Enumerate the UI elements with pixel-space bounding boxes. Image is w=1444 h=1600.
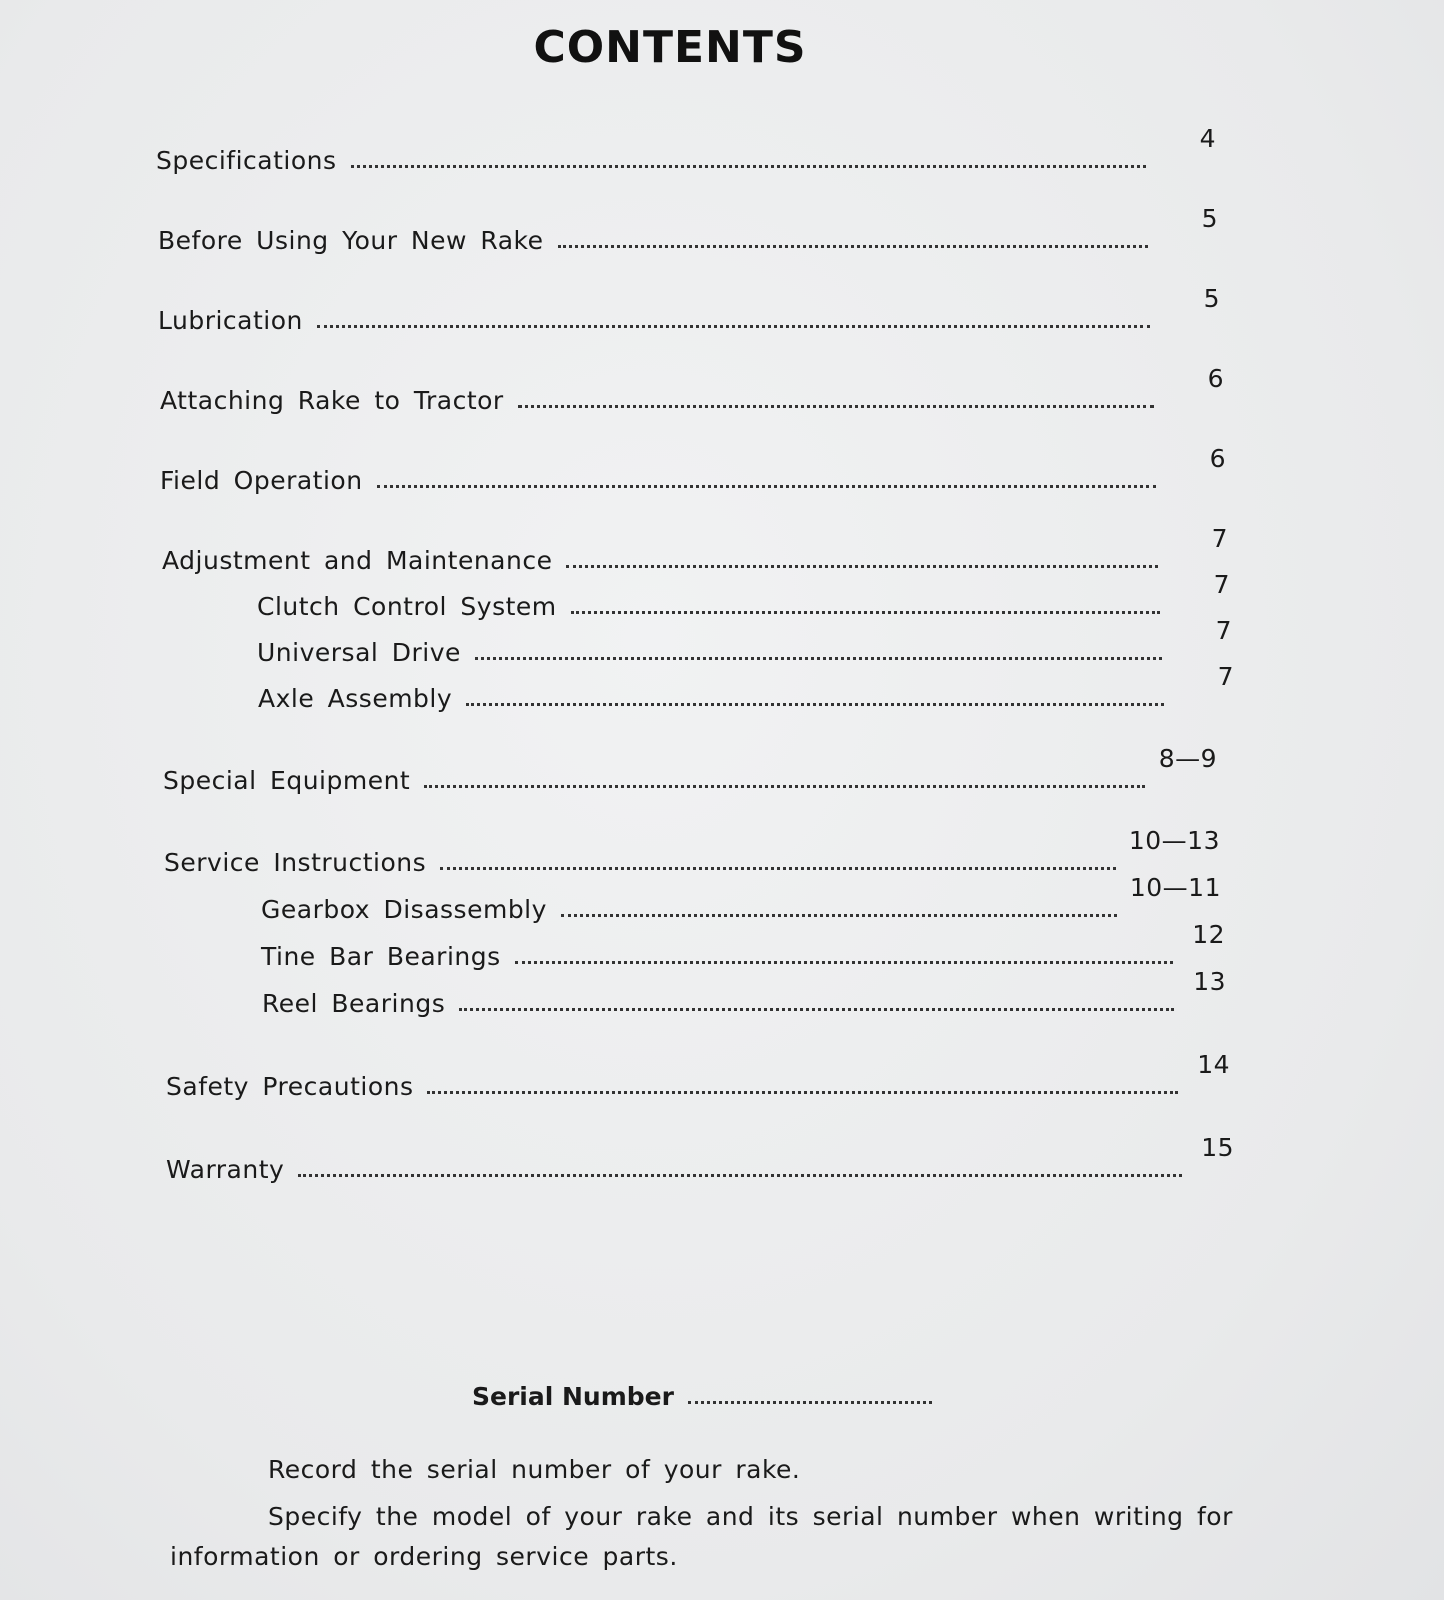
toc-entry-adjustment <box>162 524 1228 575</box>
dot-leader <box>561 914 1117 917</box>
toc-label: Gearbox Disassembly <box>261 895 547 924</box>
dot-leader <box>377 485 1156 488</box>
dot-leader <box>475 657 1162 660</box>
toc-page-number: 5 <box>1201 204 1218 233</box>
toc-entry-attaching <box>160 364 1224 415</box>
toc-label: Lubrication <box>158 306 303 335</box>
toc-label: Safety Precautions <box>166 1072 414 1101</box>
dot-leader <box>466 703 1164 706</box>
dot-leader <box>298 1174 1182 1177</box>
toc-entry-reel-bearings <box>262 967 1226 1018</box>
note-specify-model: Specify the model of your rake and its serial number when writing for <box>268 1502 1233 1531</box>
toc-entry-lubrication <box>158 284 1220 335</box>
dot-leader <box>351 165 1146 168</box>
serial-number-field <box>472 1382 932 1411</box>
toc-page-number: 6 <box>1209 444 1226 473</box>
toc-entry-service-instructions <box>164 826 1220 877</box>
toc-page-number: 8—9 <box>1158 744 1217 773</box>
toc-page-number: 15 <box>1201 1133 1234 1162</box>
toc-label: Before Using Your New Rake <box>158 226 544 255</box>
toc-entry-field-operation <box>160 444 1226 495</box>
dot-leader <box>518 405 1154 408</box>
toc-page-number: 7 <box>1217 662 1234 691</box>
toc-label: Specifications <box>156 146 337 175</box>
toc-label: Attaching Rake to Tractor <box>160 386 504 415</box>
toc-page-number: 10—13 <box>1128 826 1220 855</box>
toc-label: Reel Bearings <box>262 989 446 1018</box>
toc-label: Adjustment and Maintenance <box>162 546 553 575</box>
toc-page-number: 10—11 <box>1129 873 1221 902</box>
serial-number-blank <box>688 1401 932 1404</box>
dot-leader <box>571 611 1160 614</box>
note-ordering-parts: information or ordering service parts. <box>170 1542 678 1571</box>
dot-leader <box>317 325 1150 328</box>
toc-page-number: 6 <box>1207 364 1224 393</box>
toc-page-number: 7 <box>1211 524 1228 553</box>
page-title: CONTENTS <box>533 22 807 73</box>
toc-page-number: 5 <box>1203 284 1220 313</box>
toc-page-number: 7 <box>1215 616 1232 645</box>
toc-entry-before-using <box>158 204 1218 255</box>
toc-entry-clutch-control <box>257 570 1230 621</box>
toc-page-number: 14 <box>1197 1050 1230 1079</box>
toc-page-number: 12 <box>1192 920 1225 949</box>
toc-entry-universal-drive <box>257 616 1232 667</box>
toc-page-number: 4 <box>1199 124 1216 153</box>
toc-entry-special-equipment <box>163 744 1217 795</box>
toc-label: Clutch Control System <box>257 592 557 621</box>
toc-label: Universal Drive <box>257 638 461 667</box>
toc-label: Field Operation <box>160 466 363 495</box>
serial-number-label: Serial Number <box>472 1382 674 1411</box>
dot-leader <box>558 245 1148 248</box>
toc-entry-axle-assembly <box>258 662 1234 713</box>
toc-label: Axle Assembly <box>258 684 453 713</box>
dot-leader <box>424 785 1145 788</box>
toc-entry-safety <box>166 1050 1230 1101</box>
toc-entry-specifications <box>156 124 1216 175</box>
toc-page-number: 7 <box>1213 570 1230 599</box>
dot-leader <box>427 1091 1178 1094</box>
dot-leader <box>515 961 1173 964</box>
toc-entry-warranty <box>166 1133 1234 1184</box>
toc-entry-tine-bar <box>261 920 1225 971</box>
toc-label: Tine Bar Bearings <box>261 942 501 971</box>
dot-leader <box>459 1008 1174 1011</box>
toc-label: Service Instructions <box>164 848 427 877</box>
dot-leader <box>566 565 1158 568</box>
toc-page-number: 13 <box>1193 967 1226 996</box>
dot-leader <box>440 867 1116 870</box>
toc-label: Warranty <box>166 1155 285 1184</box>
note-record-serial: Record the serial number of your rake. <box>268 1455 801 1484</box>
toc-label: Special Equipment <box>163 766 411 795</box>
toc-entry-gearbox <box>261 873 1221 924</box>
